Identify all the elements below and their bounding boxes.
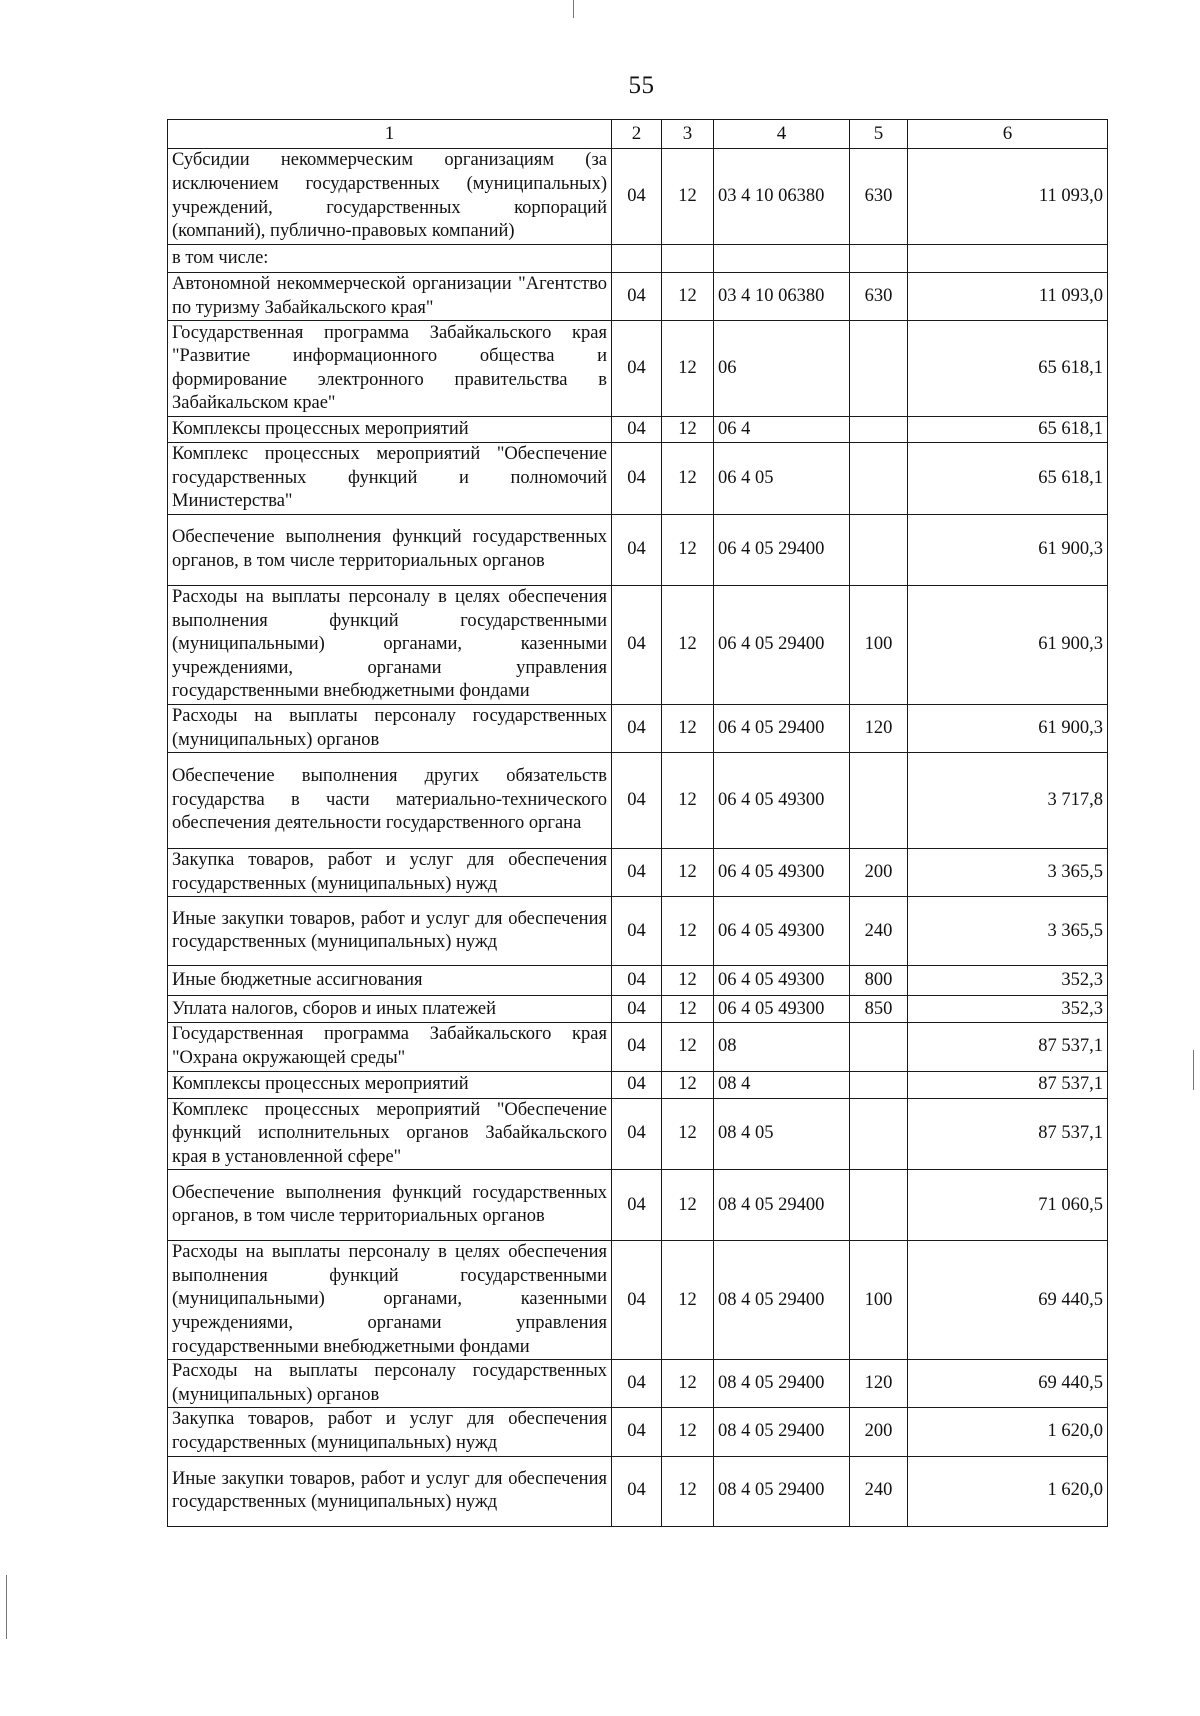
- expense-type-cell: 240: [850, 897, 908, 966]
- table-row: [168, 585, 1108, 704]
- row-name-cell: Обеспечение выполнения других обязательств государства в части материально-технического обеспечения деятельности государственного органа: [168, 753, 612, 849]
- amount-cell: 1 620,0: [908, 1408, 1108, 1456]
- amount-cell: 3 365,5: [908, 897, 1108, 966]
- amount-cell: 61 900,3: [908, 514, 1108, 585]
- target-article-cell: 06 4 05 29400: [714, 514, 850, 585]
- table-row: [168, 1023, 1108, 1071]
- column-header: 5: [850, 120, 908, 149]
- expense-type-cell: 630: [850, 149, 908, 245]
- amount-cell: 71 060,5: [908, 1170, 1108, 1241]
- target-article-cell: [714, 245, 850, 273]
- section-cell: 04: [612, 966, 662, 996]
- table-row: [168, 1456, 1108, 1526]
- table-row: [168, 704, 1108, 752]
- column-header: 3: [662, 120, 714, 149]
- row-name-cell: Уплата налогов, сборов и иных платежей: [168, 996, 612, 1023]
- section-cell: 04: [612, 417, 662, 443]
- expense-type-cell: 200: [850, 1408, 908, 1456]
- table-row: [168, 753, 1108, 849]
- expense-type-cell: 850: [850, 996, 908, 1023]
- amount-cell: 61 900,3: [908, 704, 1108, 752]
- target-article-cell: 06 4 05 49300: [714, 897, 850, 966]
- subsection-cell: 12: [662, 1360, 714, 1408]
- subsection-cell: 12: [662, 996, 714, 1023]
- row-name-cell: Иные бюджетные ассигнования: [168, 966, 612, 996]
- expense-type-cell: [850, 1023, 908, 1071]
- subsection-cell: 12: [662, 1023, 714, 1071]
- target-article-cell: 08 4 05: [714, 1098, 850, 1170]
- amount-cell: 11 093,0: [908, 149, 1108, 245]
- section-cell: [612, 245, 662, 273]
- expense-type-cell: [850, 514, 908, 585]
- section-cell: 04: [612, 443, 662, 515]
- subsection-cell: 12: [662, 273, 714, 321]
- row-name-cell: Расходы на выплаты персоналу государственных (муниципальных) органов: [168, 704, 612, 752]
- amount-cell: 87 537,1: [908, 1023, 1108, 1071]
- row-name-cell: Закупка товаров, работ и услуг для обеспечения государственных (муниципальных) нужд: [168, 1408, 612, 1456]
- expense-type-cell: [850, 321, 908, 417]
- subsection-cell: 12: [662, 417, 714, 443]
- amount-cell: 87 537,1: [908, 1071, 1108, 1098]
- section-cell: 04: [612, 704, 662, 752]
- amount-cell: 61 900,3: [908, 585, 1108, 704]
- row-name-cell: Иные закупки товаров, работ и услуг для обеспечения государственных (муниципальных) нужд: [168, 1456, 612, 1526]
- subsection-cell: 12: [662, 1456, 714, 1526]
- subsection-cell: 12: [662, 704, 714, 752]
- subsection-cell: 12: [662, 1241, 714, 1360]
- target-article-cell: 08 4 05 29400: [714, 1360, 850, 1408]
- section-cell: 04: [612, 1360, 662, 1408]
- target-article-cell: 06 4 05 49300: [714, 753, 850, 849]
- column-header: 4: [714, 120, 850, 149]
- subsection-cell: 12: [662, 149, 714, 245]
- target-article-cell: 08 4 05 29400: [714, 1241, 850, 1360]
- row-name-cell: Государственная программа Забайкальского края "Охрана окружающей среды": [168, 1023, 612, 1071]
- amount-cell: 65 618,1: [908, 321, 1108, 417]
- column-header: 1: [168, 120, 612, 149]
- expense-type-cell: 120: [850, 1360, 908, 1408]
- subsection-cell: 12: [662, 897, 714, 966]
- row-name-cell: Комплексы процессных мероприятий: [168, 417, 612, 443]
- amount-cell: 11 093,0: [908, 273, 1108, 321]
- subsection-cell: 12: [662, 1098, 714, 1170]
- target-article-cell: 08: [714, 1023, 850, 1071]
- target-article-cell: 06 4 05: [714, 443, 850, 515]
- amount-cell: 352,3: [908, 996, 1108, 1023]
- column-header: 2: [612, 120, 662, 149]
- amount-cell: 87 537,1: [908, 1098, 1108, 1170]
- table-row: [168, 849, 1108, 897]
- target-article-cell: 06 4 05 29400: [714, 704, 850, 752]
- table-row: [168, 1170, 1108, 1241]
- subsection-cell: 12: [662, 753, 714, 849]
- table-row: [168, 417, 1108, 443]
- subsection-cell: 12: [662, 1170, 714, 1241]
- section-cell: 04: [612, 585, 662, 704]
- section-cell: 04: [612, 321, 662, 417]
- scan-mark: [573, 0, 574, 18]
- expense-type-cell: [850, 1071, 908, 1098]
- section-cell: 04: [612, 897, 662, 966]
- table-row: [168, 996, 1108, 1023]
- target-article-cell: 06 4 05 49300: [714, 966, 850, 996]
- row-name-cell: Закупка товаров, работ и услуг для обеспечения государственных (муниципальных) нужд: [168, 849, 612, 897]
- subsection-cell: 12: [662, 321, 714, 417]
- subsection-cell: 12: [662, 849, 714, 897]
- row-name-cell: в том числе:: [168, 245, 612, 273]
- table-row: [168, 514, 1108, 585]
- amount-cell: 352,3: [908, 966, 1108, 996]
- subsection-cell: [662, 245, 714, 273]
- section-cell: 04: [612, 1098, 662, 1170]
- target-article-cell: 03 4 10 06380: [714, 149, 850, 245]
- table-row: [168, 1360, 1108, 1408]
- row-name-cell: Государственная программа Забайкальского края "Развитие информационного общества и формирование электронного правительства в Забайкальском крае": [168, 321, 612, 417]
- amount-cell: 3 717,8: [908, 753, 1108, 849]
- section-cell: 04: [612, 1241, 662, 1360]
- table-row: [168, 149, 1108, 245]
- amount-cell: [908, 245, 1108, 273]
- table-row: [168, 966, 1108, 996]
- row-name-cell: Расходы на выплаты персоналу государственных (муниципальных) органов: [168, 1360, 612, 1408]
- expense-type-cell: 100: [850, 1241, 908, 1360]
- subsection-cell: 12: [662, 443, 714, 515]
- row-name-cell: Комплекс процессных мероприятий "Обеспечение государственных функций и полномочий Министерства": [168, 443, 612, 515]
- section-cell: 04: [612, 1170, 662, 1241]
- target-article-cell: 08 4 05 29400: [714, 1408, 850, 1456]
- amount-cell: 69 440,5: [908, 1241, 1108, 1360]
- column-header: 6: [908, 120, 1108, 149]
- row-name-cell: Субсидии некоммерческим организациям (за исключением государственных (муниципальных) учреждений, государственных корпораций (компаний), публично-правовых компаний): [168, 149, 612, 245]
- target-article-cell: 08 4: [714, 1071, 850, 1098]
- table-row: [168, 1098, 1108, 1170]
- amount-cell: 69 440,5: [908, 1360, 1108, 1408]
- row-name-cell: Комплекс процессных мероприятий "Обеспечение функций исполнительных органов Забайкальского края в установленной сфере": [168, 1098, 612, 1170]
- expense-type-cell: [850, 443, 908, 515]
- expense-type-cell: 200: [850, 849, 908, 897]
- section-cell: 04: [612, 1408, 662, 1456]
- amount-cell: 3 365,5: [908, 849, 1108, 897]
- target-article-cell: 03 4 10 06380: [714, 273, 850, 321]
- table-row: [168, 1241, 1108, 1360]
- section-cell: 04: [612, 149, 662, 245]
- subsection-cell: 12: [662, 966, 714, 996]
- table-row: [168, 321, 1108, 417]
- subsection-cell: 12: [662, 1071, 714, 1098]
- page-number: 55: [628, 72, 655, 99]
- section-cell: 04: [612, 1071, 662, 1098]
- table-row: [168, 897, 1108, 966]
- subsection-cell: 12: [662, 514, 714, 585]
- table-row: [168, 443, 1108, 515]
- row-name-cell: Обеспечение выполнения функций государственных органов, в том числе территориальных органов: [168, 1170, 612, 1241]
- row-name-cell: Расходы на выплаты персоналу в целях обеспечения выполнения функций государственными (муниципальными) органами, казенными учреждениями, органами управления государственными внебюджетными фондами: [168, 585, 612, 704]
- table-row: [168, 1408, 1108, 1456]
- target-article-cell: 06 4: [714, 417, 850, 443]
- section-cell: 04: [612, 514, 662, 585]
- amount-cell: 65 618,1: [908, 417, 1108, 443]
- row-name-cell: Обеспечение выполнения функций государственных органов, в том числе территориальных органов: [168, 514, 612, 585]
- row-name-cell: Комплексы процессных мероприятий: [168, 1071, 612, 1098]
- section-cell: 04: [612, 753, 662, 849]
- expense-type-cell: 800: [850, 966, 908, 996]
- target-article-cell: 06 4 05 49300: [714, 849, 850, 897]
- target-article-cell: 08 4 05 29400: [714, 1456, 850, 1526]
- section-cell: 04: [612, 1456, 662, 1526]
- section-cell: 04: [612, 849, 662, 897]
- amount-cell: 1 620,0: [908, 1456, 1108, 1526]
- expense-type-cell: 120: [850, 704, 908, 752]
- expense-type-cell: 240: [850, 1456, 908, 1526]
- expense-type-cell: 100: [850, 585, 908, 704]
- target-article-cell: 08 4 05 29400: [714, 1170, 850, 1241]
- table-row: [168, 245, 1108, 273]
- expense-type-cell: 630: [850, 273, 908, 321]
- expense-type-cell: [850, 1170, 908, 1241]
- target-article-cell: 06: [714, 321, 850, 417]
- row-name-cell: Иные закупки товаров, работ и услуг для обеспечения государственных (муниципальных) нужд: [168, 897, 612, 966]
- row-name-cell: Расходы на выплаты персоналу в целях обеспечения выполнения функций государственными (муниципальными) органами, казенными учреждениями, органами управления государственными внебюджетными фондами: [168, 1241, 612, 1360]
- amount-cell: 65 618,1: [908, 443, 1108, 515]
- header-row: [168, 120, 1108, 149]
- subsection-cell: 12: [662, 1408, 714, 1456]
- table-row: [168, 1071, 1108, 1098]
- expense-type-cell: [850, 1098, 908, 1170]
- target-article-cell: 06 4 05 49300: [714, 996, 850, 1023]
- section-cell: 04: [612, 1023, 662, 1071]
- scan-mark: [6, 1575, 7, 1639]
- section-cell: 04: [612, 273, 662, 321]
- section-cell: 04: [612, 996, 662, 1023]
- table-body: [168, 149, 1108, 1527]
- budget-table: [167, 119, 1108, 1527]
- scan-mark: [1193, 1050, 1194, 1090]
- expense-type-cell: [850, 245, 908, 273]
- expense-type-cell: [850, 753, 908, 849]
- subsection-cell: 12: [662, 585, 714, 704]
- row-name-cell: Автономной некоммерческой организации "Агентство по туризму Забайкальского края": [168, 273, 612, 321]
- table-row: [168, 273, 1108, 321]
- target-article-cell: 06 4 05 29400: [714, 585, 850, 704]
- expense-type-cell: [850, 417, 908, 443]
